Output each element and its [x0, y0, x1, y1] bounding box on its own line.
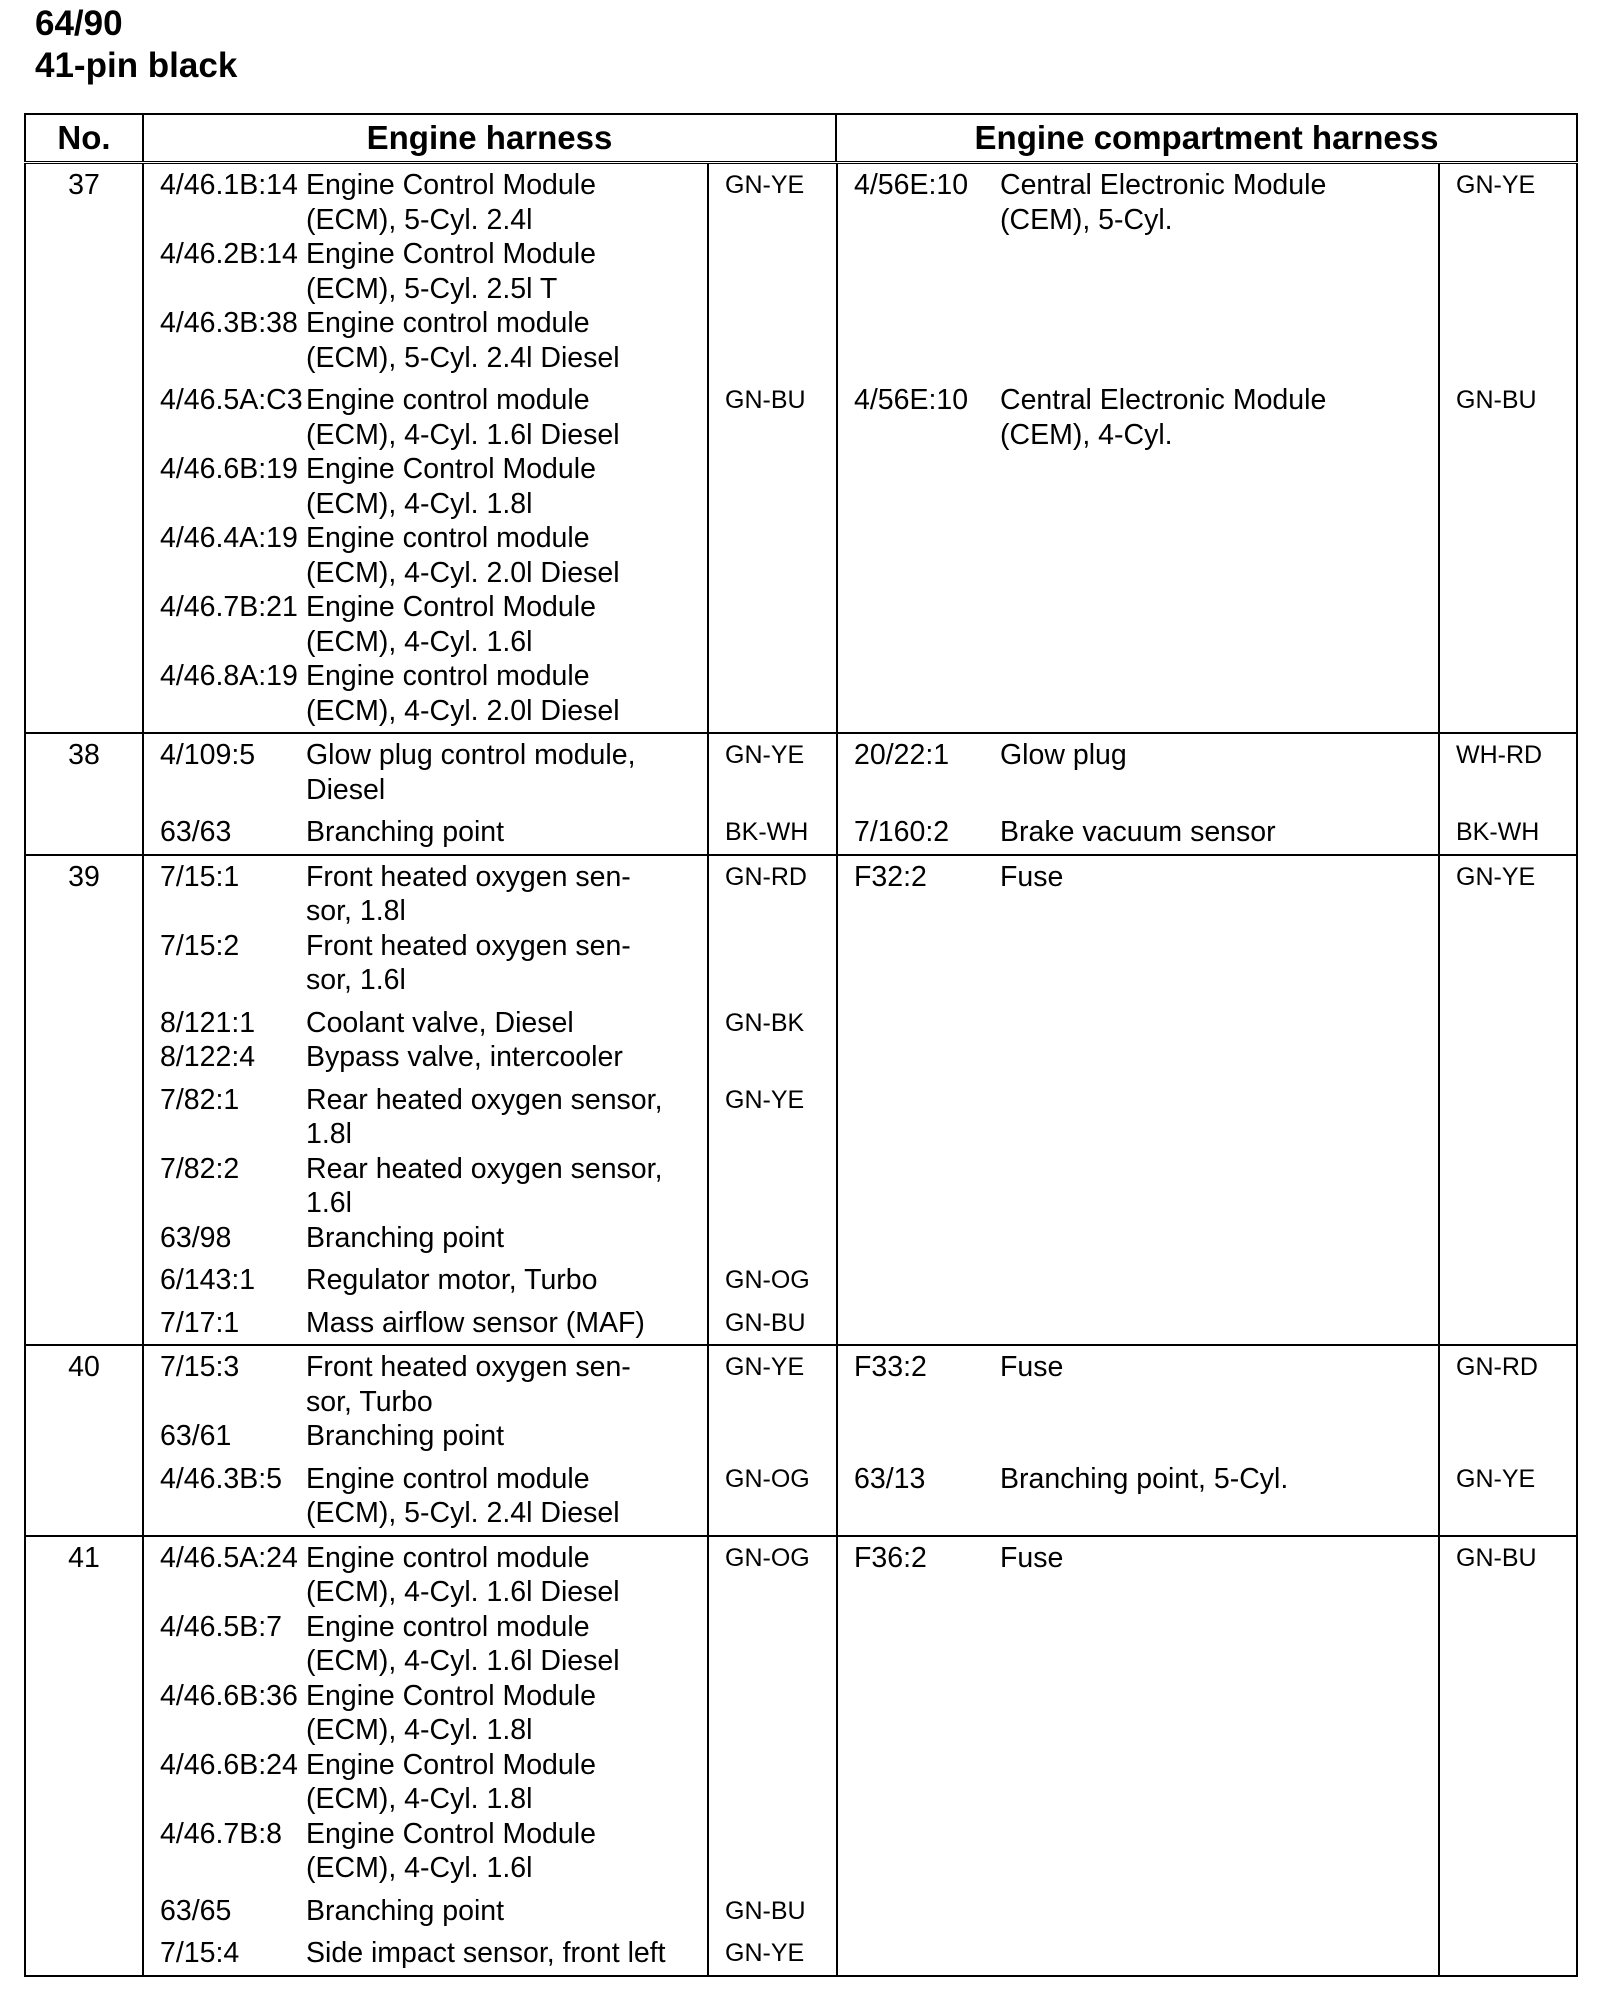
compartment-harness-entry [838, 1462, 1438, 1497]
wire-color: GN-OG [708, 1259, 837, 1302]
component-code: 4/46.3B:38 [160, 307, 298, 339]
component-code: 4/46.6B:36 [160, 1679, 298, 1712]
component-description: Engine control module (ECM), 5-Cyl. 2.4l Diesel [306, 1462, 620, 1529]
column-header-compartment-harness: Engine compartment harness [836, 114, 1577, 163]
engine-harness-entry [144, 1936, 707, 1971]
engine-harness-entry [144, 1419, 707, 1454]
component-code: 4/46.6B:19 [160, 453, 298, 485]
engine-harness-entry [144, 1610, 707, 1679]
engine-harness-entry [144, 1817, 707, 1886]
engine-harness-entry [144, 659, 707, 728]
pin-row [25, 1536, 1577, 1976]
pin-table [24, 113, 1578, 1977]
component-code: 4/46.3B:5 [160, 1462, 283, 1495]
component-description: Engine control module (ECM), 4-Cyl. 1.6l Diesel [306, 384, 620, 451]
component-description: Rear heated oxygen sensor, 1.8l [306, 1083, 663, 1150]
component-description: Central Electronic Module (CEM), 4-Cyl. [1000, 384, 1327, 451]
column-header-engine-harness: Engine harness [143, 114, 836, 163]
pin-row [25, 163, 1577, 734]
wire-color: GN-YE [1439, 164, 1578, 379]
compartment-harness-entry [838, 168, 1438, 237]
wire-group [144, 1346, 1578, 1458]
wire-color: GN-YE [708, 734, 837, 811]
connector-description: 41-pin black [35, 46, 238, 85]
document-id: 64/90 [35, 4, 123, 43]
component-description: Mass airflow sensor (MAF) [306, 1306, 645, 1339]
wire-color: GN-BU [708, 1302, 837, 1345]
component-code: 4/46.6B:24 [160, 1748, 298, 1781]
component-description: Rear heated oxygen sensor, 1.6l [306, 1152, 663, 1219]
component-code: 7/82:1 [160, 1083, 240, 1116]
wire-color: GN-YE [1439, 1458, 1578, 1535]
table-header-row [25, 114, 1577, 163]
component-code: 63/13 [854, 1462, 926, 1495]
component-code: 63/61 [160, 1420, 232, 1452]
component-description: Branching point [306, 1894, 505, 1927]
component-code: 8/121:1 [160, 1006, 256, 1039]
component-description: Engine control module (ECM), 4-Cyl. 2.0l Diesel [306, 522, 620, 589]
wire-group [144, 1458, 1578, 1535]
component-description: Branching point [306, 1420, 505, 1452]
component-code: 4/46.5B:7 [160, 1610, 283, 1643]
engine-harness-entry [144, 168, 707, 237]
component-description: Side impact sensor, front left [306, 1937, 666, 1969]
pin-connections [143, 163, 1577, 734]
pin-row [25, 855, 1577, 1346]
component-code: 7/15:3 [160, 1351, 240, 1383]
component-code: 6/143:1 [160, 1264, 256, 1296]
component-description: Fuse [1000, 1351, 1064, 1383]
component-description: Glow plug [1000, 739, 1127, 771]
engine-harness-entry [144, 738, 707, 807]
component-description: Glow plug control module, Diesel [306, 739, 636, 806]
component-code: 4/56E:10 [854, 169, 969, 201]
engine-harness-entry [144, 1006, 707, 1041]
component-description: Branching point [306, 1221, 505, 1254]
component-code: 4/46.1B:14 [160, 169, 298, 201]
component-description: Central Electronic Module (CEM), 5-Cyl. [1000, 169, 1327, 236]
component-code: 4/56E:10 [854, 384, 969, 416]
component-code: 4/46.5A:C3 [160, 384, 303, 416]
component-code: 4/46.5A:24 [160, 1541, 298, 1574]
wire-color: GN-BU [708, 1890, 837, 1933]
engine-harness-entry [144, 237, 707, 306]
component-code: 4/46.2B:14 [160, 238, 298, 270]
engine-harness-entry [144, 1541, 707, 1610]
component-code: 4/46.7B:21 [160, 591, 298, 623]
component-description: Engine control module (ECM), 4-Cyl. 2.0l Diesel [306, 660, 620, 727]
compartment-harness-entry [838, 1350, 1438, 1385]
component-code: 63/63 [160, 816, 232, 848]
component-description: Brake vacuum sensor [1000, 816, 1276, 848]
wire-color: BK-WH [1439, 811, 1578, 854]
wire-group [144, 856, 1578, 1002]
compartment-harness-entry [838, 738, 1438, 773]
component-code: 7/82:2 [160, 1152, 240, 1185]
component-description: Front heated oxygen sen- sor, 1.8l [306, 860, 631, 927]
pin-number: 41 [25, 1536, 143, 1976]
component-description: Fuse [1000, 1541, 1064, 1574]
engine-harness-entry [144, 1306, 707, 1341]
engine-harness-entry [144, 929, 707, 998]
component-code: 4/46.7B:8 [160, 1817, 283, 1850]
engine-harness-entry [144, 1263, 707, 1298]
wire-color: GN-YE [1439, 856, 1578, 1002]
wire-color: GN-BU [1439, 379, 1578, 732]
component-code: F32:2 [854, 860, 927, 893]
component-code: 8/122:4 [160, 1041, 256, 1073]
component-code: 4/109:5 [160, 739, 256, 771]
wire-color: GN-BU [1439, 1537, 1578, 1890]
compartment-harness-entry [838, 815, 1438, 850]
component-description: Engine Control Module (ECM), 5-Cyl. 2.5l T [306, 238, 596, 305]
wire-color: GN-RD [708, 856, 837, 1002]
wire-group [144, 1890, 1578, 1933]
component-description: Engine Control Module (ECM), 4-Cyl. 1.8l [306, 453, 596, 520]
component-code: F36:2 [854, 1541, 927, 1574]
wire-color: GN-RD [1439, 1346, 1578, 1458]
wire-group [144, 1079, 1578, 1260]
engine-harness-entry [144, 1221, 707, 1256]
column-header-no: No. [25, 114, 143, 163]
compartment-harness-entry [838, 860, 1438, 895]
component-description: Bypass valve, intercooler [306, 1041, 623, 1073]
pin-number: 40 [25, 1345, 143, 1536]
engine-harness-entry [144, 1894, 707, 1929]
wire-group [144, 1302, 1578, 1345]
wire-color: GN-YE [708, 1079, 837, 1260]
engine-harness-entry [144, 860, 707, 929]
wire-group [144, 1002, 1578, 1079]
component-description: Coolant valve, Diesel [306, 1006, 574, 1039]
pin-connections [143, 855, 1577, 1346]
component-description: Regulator motor, Turbo [306, 1264, 598, 1296]
wire-color: WH-RD [1439, 734, 1578, 811]
wire-color: GN-OG [708, 1537, 837, 1890]
component-description: Engine control module (ECM), 5-Cyl. 2.4l Diesel [306, 307, 620, 374]
compartment-harness-entry [838, 383, 1438, 452]
wire-group [144, 1932, 1578, 1975]
engine-harness-entry [144, 452, 707, 521]
pin-row [25, 733, 1577, 855]
wire-color: GN-YE [708, 1932, 837, 1975]
engine-harness-entry [144, 1462, 707, 1531]
component-description: Branching point [306, 816, 505, 848]
component-code: 7/15:4 [160, 1937, 240, 1969]
component-description: Engine control module (ECM), 4-Cyl. 1.6l Diesel [306, 1541, 620, 1608]
component-description: Engine Control Module (ECM), 4-Cyl. 1.6l [306, 1817, 596, 1884]
wire-color: GN-YE [708, 1346, 837, 1458]
component-code: 4/46.8A:19 [160, 660, 298, 692]
component-code: 7/160:2 [854, 816, 950, 848]
pin-row [25, 1345, 1577, 1536]
wire-group [144, 1537, 1578, 1890]
wire-group [144, 811, 1578, 854]
component-description: Front heated oxygen sen- sor, 1.6l [306, 929, 631, 996]
component-code: 20/22:1 [854, 739, 950, 771]
component-code: 4/46.4A:19 [160, 522, 298, 554]
pin-number: 37 [25, 163, 143, 734]
compartment-harness-entry [838, 1541, 1438, 1576]
wire-group [144, 1259, 1578, 1302]
pin-connections [143, 1345, 1577, 1536]
engine-harness-entry [144, 1679, 707, 1748]
engine-harness-entry [144, 1083, 707, 1152]
component-code: 7/15:1 [160, 860, 240, 893]
component-code: F33:2 [854, 1351, 927, 1383]
engine-harness-entry [144, 1350, 707, 1419]
engine-harness-entry [144, 590, 707, 659]
component-code: 63/98 [160, 1221, 232, 1254]
pin-connections [143, 1536, 1577, 1976]
component-description: Engine Control Module (ECM), 4-Cyl. 1.8l [306, 1679, 596, 1746]
pin-number: 39 [25, 855, 143, 1346]
engine-harness-entry [144, 521, 707, 590]
component-code: 63/65 [160, 1894, 232, 1927]
wire-group [144, 164, 1578, 379]
wire-color: BK-WH [708, 811, 837, 854]
wire-color: GN-OG [708, 1458, 837, 1535]
engine-harness-entry [144, 1748, 707, 1817]
pin-number: 38 [25, 733, 143, 855]
component-description: Engine Control Module (ECM), 4-Cyl. 1.6l [306, 591, 596, 658]
component-code: 7/15:2 [160, 929, 240, 962]
wire-color: GN-YE [708, 164, 837, 379]
wire-color: GN-BK [708, 1002, 837, 1079]
component-description: Engine control module (ECM), 4-Cyl. 1.6l Diesel [306, 1610, 620, 1677]
component-description: Fuse [1000, 860, 1064, 893]
wire-color: GN-BU [708, 379, 837, 732]
wire-group [144, 734, 1578, 811]
component-description: Engine Control Module (ECM), 4-Cyl. 1.8l [306, 1748, 596, 1815]
engine-harness-entry [144, 383, 707, 452]
engine-harness-entry [144, 1040, 707, 1075]
component-description: Branching point, 5-Cyl. [1000, 1462, 1289, 1495]
wire-group [144, 379, 1578, 732]
component-description: Front heated oxygen sen- sor, Turbo [306, 1351, 631, 1418]
engine-harness-entry [144, 815, 707, 850]
engine-harness-entry [144, 1152, 707, 1221]
pin-connections [143, 733, 1577, 855]
component-description: Engine Control Module (ECM), 5-Cyl. 2.4l [306, 169, 596, 236]
component-code: 7/17:1 [160, 1306, 240, 1339]
engine-harness-entry [144, 306, 707, 375]
